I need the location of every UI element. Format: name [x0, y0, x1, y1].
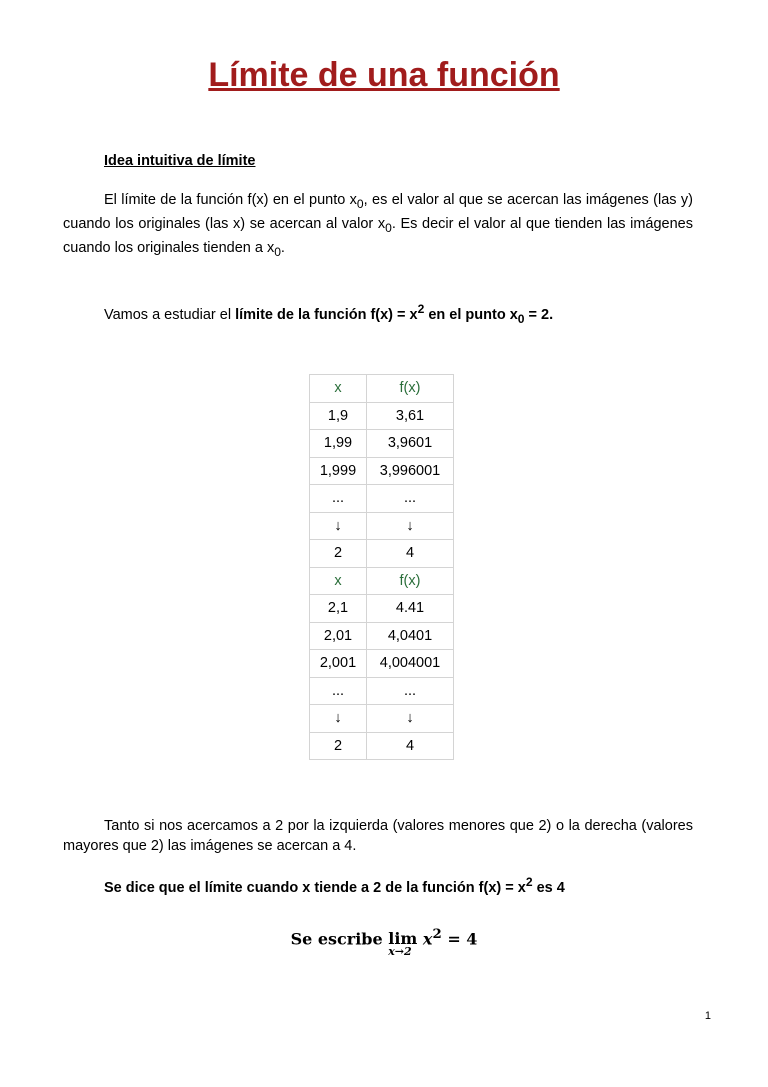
table-cell: 2,01	[310, 622, 367, 650]
table-cell: 4,004001	[367, 650, 454, 678]
table-cell: 4.41	[367, 595, 454, 623]
table-row	[310, 732, 454, 760]
table-cell: 2,1	[310, 595, 367, 623]
table-cell: ↓	[367, 705, 454, 733]
page-number: 1	[704, 1010, 711, 1022]
paragraph-intro: El límite de la función f(x) en el punto $x_0$, es el valor al que se acercan las imágenes (las y) cuando los originales (las x) se acercan al valor $x_0$. Es decir el valor al que tienden las imágenes cuando los originales tienden a $x_0$.	[63, 192, 694, 259]
table-cell: 3,61	[367, 402, 454, 430]
table-cell: 4	[367, 540, 454, 568]
table-cell: ↓	[310, 705, 367, 733]
section-heading: Idea intuitiva de límite	[104, 153, 256, 169]
table-cell: ...	[310, 485, 367, 513]
table-cell: ...	[310, 677, 367, 705]
table-cell: x	[310, 567, 367, 595]
paragraph-conclusion: Tanto si nos acercamos a 2 por la izquierda (valores menores que 2) o la derecha (valores mayores que 2) las imágenes se acercan a 4.	[63, 818, 693, 854]
table-row	[310, 622, 454, 650]
table-cell: x	[310, 375, 367, 403]
table-cell: 2	[310, 732, 367, 760]
paragraph-study: Vamos a estudiar el límite de la función $f(x) = x^2$ en el punto $x_0 = 2$.	[104, 302, 554, 326]
table-row	[310, 677, 454, 705]
paragraph-limit-statement: Se dice que el límite cuando x tiende a 2 de la función $f(x) = x^2$ es 4	[104, 875, 565, 896]
table-cell: 1,9	[310, 402, 367, 430]
table-cell: 2	[310, 540, 367, 568]
table-row	[310, 485, 454, 513]
table-row	[310, 430, 454, 458]
table-cell: 2,001	[310, 650, 367, 678]
table-header-row	[310, 375, 454, 403]
table-cell: ↓	[310, 512, 367, 540]
table-row	[310, 402, 454, 430]
table-row	[310, 595, 454, 623]
table-row	[310, 705, 454, 733]
table-cell: 3,9601	[367, 430, 454, 458]
limit-formula: Se escribe lim x→2 $x^2 = 4$	[290, 926, 478, 959]
table-row	[310, 512, 454, 540]
table-cell: ↓	[367, 512, 454, 540]
table-cell: ...	[367, 677, 454, 705]
table-row	[310, 650, 454, 678]
table-row	[310, 540, 454, 568]
table-cell: f(x)	[367, 567, 454, 595]
table-cell: 4,0401	[367, 622, 454, 650]
table-cell: 1,999	[310, 457, 367, 485]
table-cell: f(x)	[367, 375, 454, 403]
table-cell: ...	[367, 485, 454, 513]
table-header-row	[310, 567, 454, 595]
values-table	[309, 374, 454, 760]
table-row	[310, 457, 454, 485]
table-cell: 1,99	[310, 430, 367, 458]
page-title: Límite de una función	[208, 56, 560, 94]
table-cell: 4	[367, 732, 454, 760]
table-cell: 3,996001	[367, 457, 454, 485]
